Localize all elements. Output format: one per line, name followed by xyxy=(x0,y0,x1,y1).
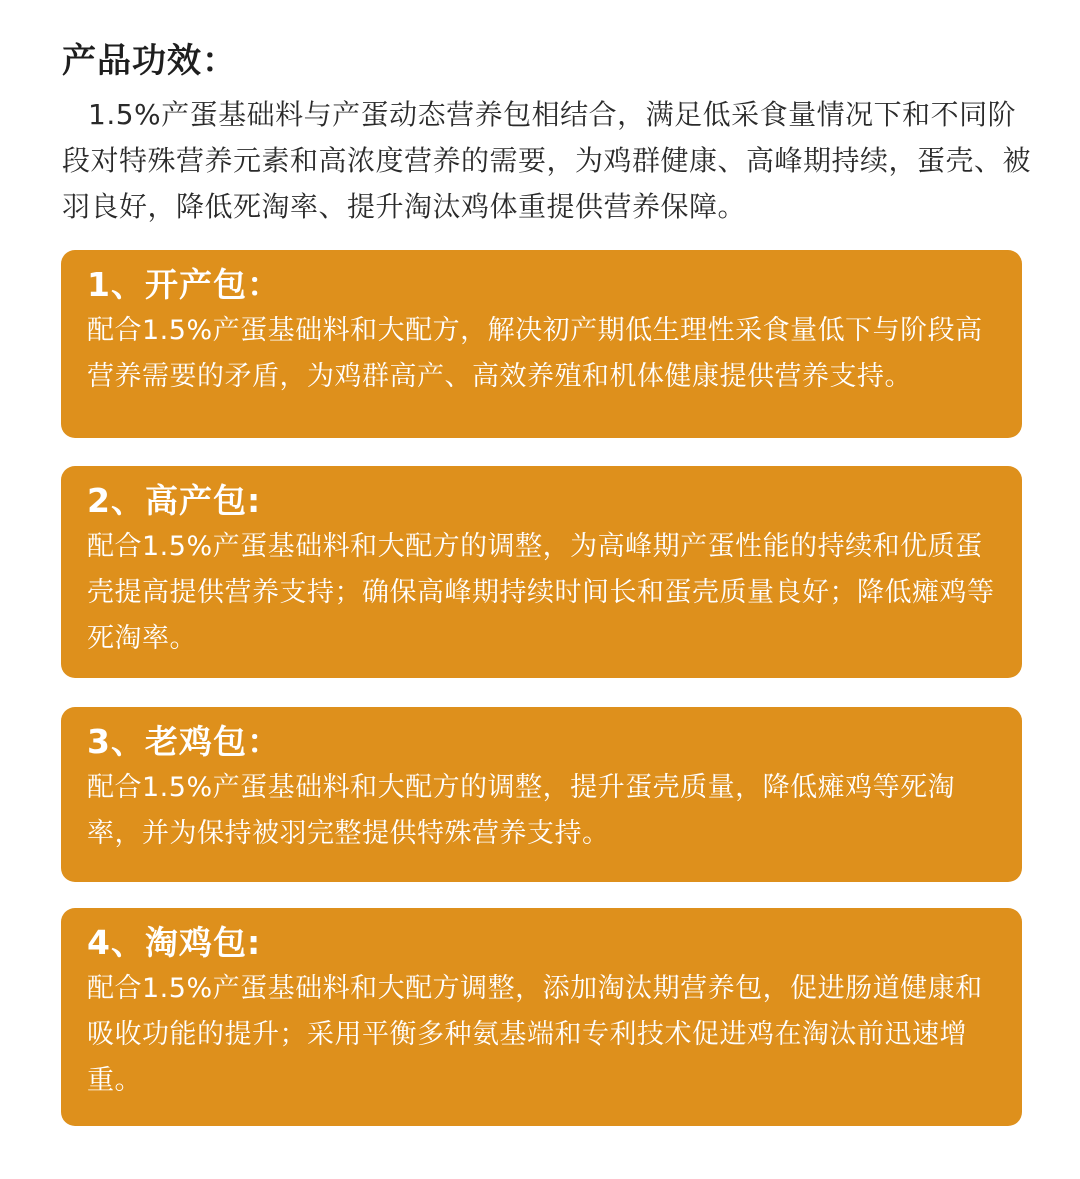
card-body: 配合1.5%产蛋基础料和大配方的调整，为高峰期产蛋性能的持续和优质蛋壳提高提供营养支持；确保高峰期持续时间长和蛋壳质量良好；降低瘫鸡等死淘率。 xyxy=(87,531,995,654)
intro-paragraph: 1.5%产蛋基础料与产蛋动态营养包相结合，满足低采食量情况下和不同阶段对特殊营养元素和高浓度营养的需要，为鸡群健康、高峰期持续，蛋壳、被羽良好，降低死淘率、提升淘汰鸡体重提供营养保障。 xyxy=(62,98,1032,223)
card-body: 配合1.5%产蛋基础料和大配方的调整，提升蛋壳质量，降低瘫鸡等死淘率，并为保持被羽完整提供特殊营养支持。 xyxy=(87,772,956,849)
card-title: 4、淘鸡包: xyxy=(87,923,262,962)
card-old-hen-pack xyxy=(61,707,1022,882)
card-body: 配合1.5%产蛋基础料和大配方，解决初产期低生理性采食量低下与阶段高营养需要的矛盾，为鸡群高产、高效养殖和机体健康提供营养支持。 xyxy=(87,315,983,392)
card-start-laying-pack xyxy=(61,250,1022,438)
page-heading: 产品功效： xyxy=(62,41,237,81)
card-title: 2、高产包: xyxy=(87,481,262,520)
card-title: 3、老鸡包： xyxy=(87,722,281,761)
card-body: 配合1.5%产蛋基础料和大配方调整，添加淘汰期营养包，促进肠道健康和吸收功能的提升；采用平衡多种氨基端和专利技术促进鸡在淘汰前迅速增重。 xyxy=(87,973,983,1096)
card-culling-hen-pack xyxy=(61,908,1022,1126)
card-high-production-pack xyxy=(61,466,1022,678)
card-title: 1、开产包： xyxy=(87,265,281,304)
